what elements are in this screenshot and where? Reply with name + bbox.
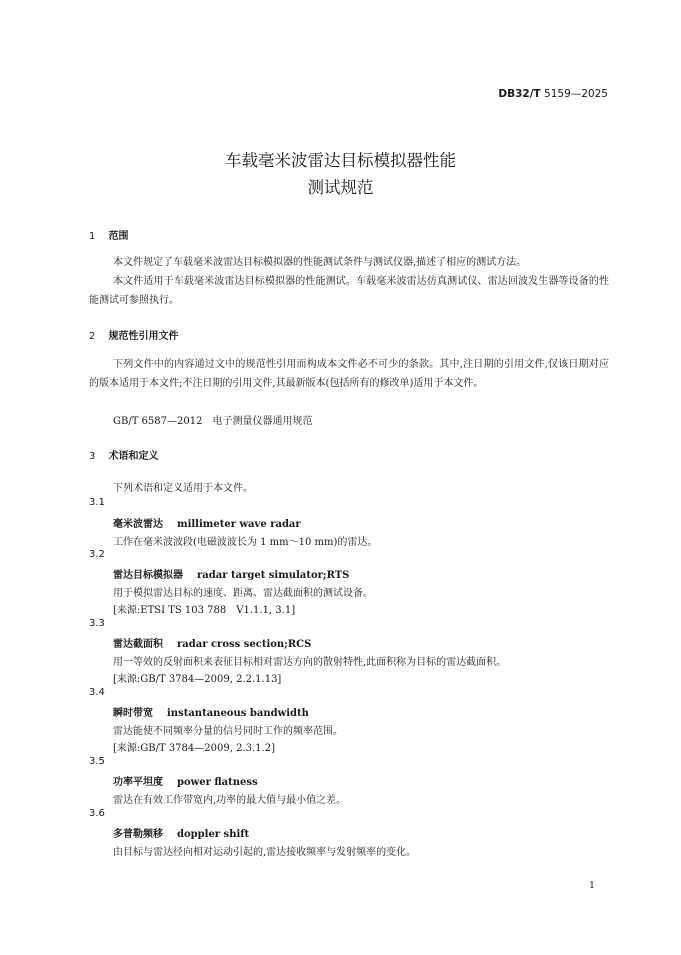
paragraph: 下列文件中的内容通过文中的规范性引用而构成本文件必不可少的条款。其中,注日期的引用文件,仅该日期对应的版本适用于本文件;不注日期的引用文件,其最新版本(包括所有的修改单)适用于本文件。 [89, 359, 609, 389]
term-number: 3.4 [89, 687, 105, 698]
standard-code: 5159—2025 [544, 88, 608, 100]
term-number: 3.5 [89, 756, 105, 767]
term-definition: 用于模拟雷达目标的速度、距离、雷达截面积的测试设备。 [113, 588, 373, 599]
paragraph: 本文件适用于车载毫米波雷达目标模拟器的性能测试。车载毫米波雷达仿真测试仪、雷达回波发生器等设备的性能测试可参照执行。 [89, 276, 609, 306]
section-heading: 1 范围 [89, 231, 129, 242]
standard-number [498, 88, 608, 100]
term-title: 毫米波雷达 millimeter wave radar [113, 519, 301, 530]
document-title: 车载毫米波雷达目标模拟器性能 [225, 151, 456, 170]
term-number: 3.1 [89, 497, 105, 508]
standard-prefix: DB32/T [498, 88, 541, 100]
term-title: 多普勒频移 doppler shift [113, 829, 250, 840]
page-number: 1 [588, 880, 595, 891]
term-title: 瞬时带宽 instantaneous bandwidth [113, 708, 309, 719]
term-definition: 用一等效的反射面积来表征目标相对雷达方向的散射特性,此面积称为目标的雷达截面积。 [113, 657, 507, 668]
term-title: 雷达截面积 radar cross section;RCS [113, 639, 312, 650]
section-heading: 2 规范性引用文件 [89, 331, 179, 342]
term-definition: 工作在毫米波波段(电磁波波长为 1 mm～10 mm)的雷达。 [113, 537, 378, 548]
paragraph: 下列术语和定义适用于本文件。 [113, 483, 253, 494]
term-number: 3.6 [89, 808, 105, 819]
term-number: 3.3 [89, 618, 105, 629]
term-title: 雷达目标模拟器 radar target simulator;RTS [113, 570, 350, 581]
term-definition: 雷达能使不同频率分量的信号同时工作的频率范围。 [113, 726, 343, 737]
term-definition: 雷达在有效工作带宽内,功率的最大值与最小值之差。 [113, 795, 347, 806]
term-source: [来源:GB/T 3784—2009, 2.2.1.13] [113, 674, 282, 685]
term-source: [来源:ETSI TS 103 788 V1.1.1, 3.1] [113, 605, 296, 616]
term-source: [来源:GB/T 3784—2009, 2.3.1.2] [113, 743, 275, 754]
term-number: 3.2 [89, 549, 105, 560]
term-definition: 由目标与雷达径向相对运动引起的,雷达接收频率与发射频率的变化。 [113, 847, 417, 858]
paragraph: 本文件规定了车载毫米波雷达目标模拟器的性能测试条件与测试仪器,描述了相应的测试方法。 [113, 257, 527, 268]
document-subtitle: 测试规范 [307, 178, 374, 197]
section-heading: 3 术语和定义 [89, 451, 159, 462]
normative-reference: GB/T 6587—2012 电子测量仪器通用规范 [113, 416, 313, 427]
term-title: 功率平坦度 power flatness [113, 777, 258, 788]
